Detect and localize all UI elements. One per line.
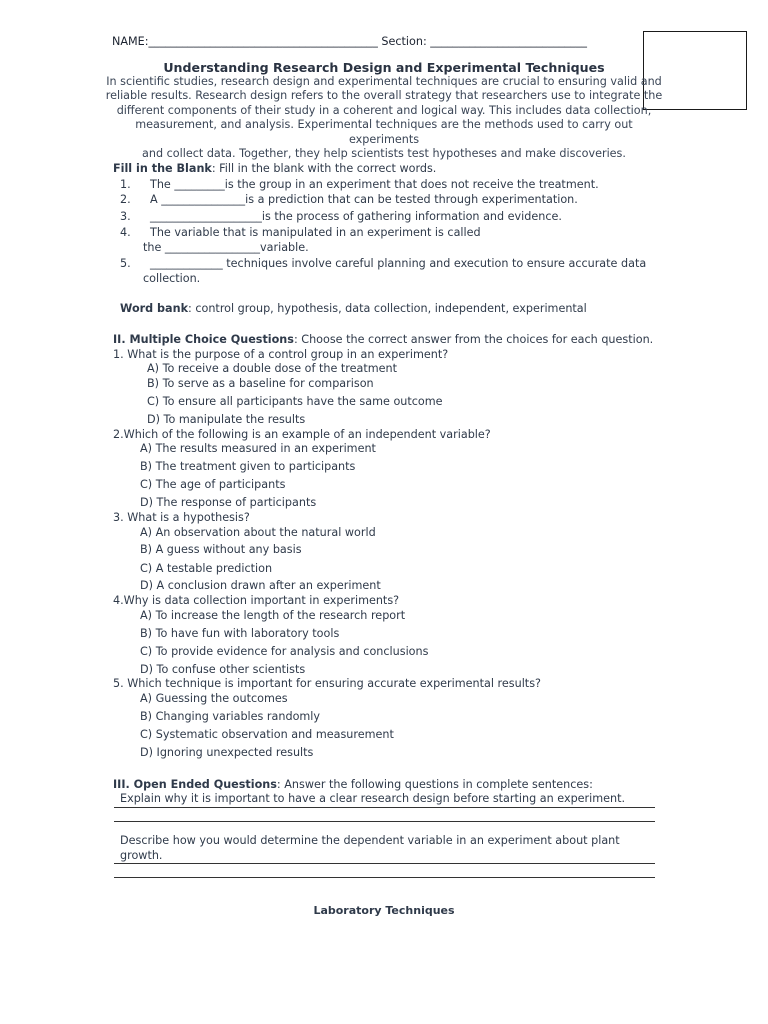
mcq-question: 2.Which of the following is an example of an independent variable? (113, 428, 491, 441)
mcq-option: D) Ignoring unexpected results (140, 746, 314, 759)
mcq-option: B) To serve as a baseline for comparison (147, 377, 374, 390)
mcq-option: A) The results measured in an experiment (140, 442, 376, 455)
fill-blank-item: 3. ____________________is the process of gathering information and evidence. (120, 210, 562, 223)
mcq-option: A) To receive a double dose of the treatment (147, 362, 398, 375)
intro-line: measurement, and analysis. Experimental techniques are the methods used to carry out experiments (135, 118, 633, 146)
mcq-option: B) The treatment given to participants (140, 460, 356, 473)
answer-line (114, 821, 655, 822)
mcq-question: 4.Why is data collection important in experiments? (113, 594, 400, 607)
intro-line: different components of their study in a coherent and logical way. This includes data collection, (116, 103, 652, 117)
fill-blank-item-cont: the _________________variable. (143, 241, 309, 254)
open-ended-heading: III. Open Ended Questions: Answer the following questions in complete sentences: (113, 778, 593, 791)
name-section-line: NAME:_________________________________________ Section: ____________________________ (112, 35, 587, 48)
page-title: Understanding Research Design and Experimental Techniques (163, 60, 605, 75)
answer-line (114, 863, 655, 864)
mcq-option: B) A guess without any basis (140, 543, 302, 556)
intro-line: and collect data. Together, they help scientists test hypotheses and make discoveries. (142, 147, 626, 161)
fill-blank-heading: Fill in the Blank: Fill in the blank with the correct words. (113, 162, 437, 175)
mcq-option: A) To increase the length of the research report (140, 609, 406, 622)
mcq-option: C) Systematic observation and measurement (140, 728, 394, 741)
mcq-option: D) To manipulate the results (147, 413, 306, 426)
mcq-option: A) Guessing the outcomes (140, 692, 288, 705)
fill-blank-item: 5. _____________ techniques involve careful planning and execution to ensure accurate data (120, 257, 647, 270)
mcq-option: B) To have fun with laboratory tools (140, 627, 340, 640)
fill-blank-item-cont: collection. (143, 272, 201, 285)
mcq-option: A) An observation about the natural world (140, 526, 376, 539)
mcq-question: 5. Which technique is important for ensuring accurate experimental results? (113, 677, 541, 690)
mcq-option: D) The response of participants (140, 496, 317, 509)
mcq-option: B) Changing variables randomly (140, 710, 321, 723)
mcq-option: C) The age of participants (140, 478, 286, 491)
mcq-option: D) To confuse other scientists (140, 663, 306, 676)
answer-line (114, 877, 655, 878)
mcq-heading: II. Multiple Choice Questions: Choose the correct answer from the choices for each question. (113, 333, 654, 346)
mcq-option: D) A conclusion drawn after an experiment (140, 579, 381, 592)
fill-blank-item: 4. The variable that is manipulated in an experiment is called (120, 226, 481, 239)
section-title: Laboratory Techniques (313, 904, 455, 917)
intro-paragraph (104, 75, 664, 161)
intro-line: reliable results. Research design refers to the overall strategy that researchers use to integrate the (105, 89, 663, 103)
fill-blank-item: 2. A _______________is a prediction that can be tested through experimentation. (120, 193, 578, 206)
mcq-question: 1. What is the purpose of a control group in an experiment? (113, 348, 449, 361)
mcq-option: C) To ensure all participants have the same outcome (147, 395, 443, 408)
fill-blank-item: 1. The _________is the group in an experiment that does not receive the treatment. (120, 178, 599, 191)
open-ended-question: Explain why it is important to have a clear research design before starting an experiment. (120, 792, 626, 805)
answer-line (114, 807, 655, 808)
intro-line: In scientific studies, research design and experimental techniques are crucial to ensuring valid and (106, 75, 662, 88)
open-ended-question-cont: growth. (120, 849, 163, 862)
mcq-option: C) A testable prediction (140, 562, 273, 575)
open-ended-question: Describe how you would determine the dependent variable in an experiment about plant (120, 834, 620, 847)
mcq-option: C) To provide evidence for analysis and conclusions (140, 645, 429, 658)
mcq-question: 3. What is a hypothesis? (113, 511, 250, 524)
word-bank: Word bank: control group, hypothesis, data collection, independent, experimental (120, 302, 587, 315)
